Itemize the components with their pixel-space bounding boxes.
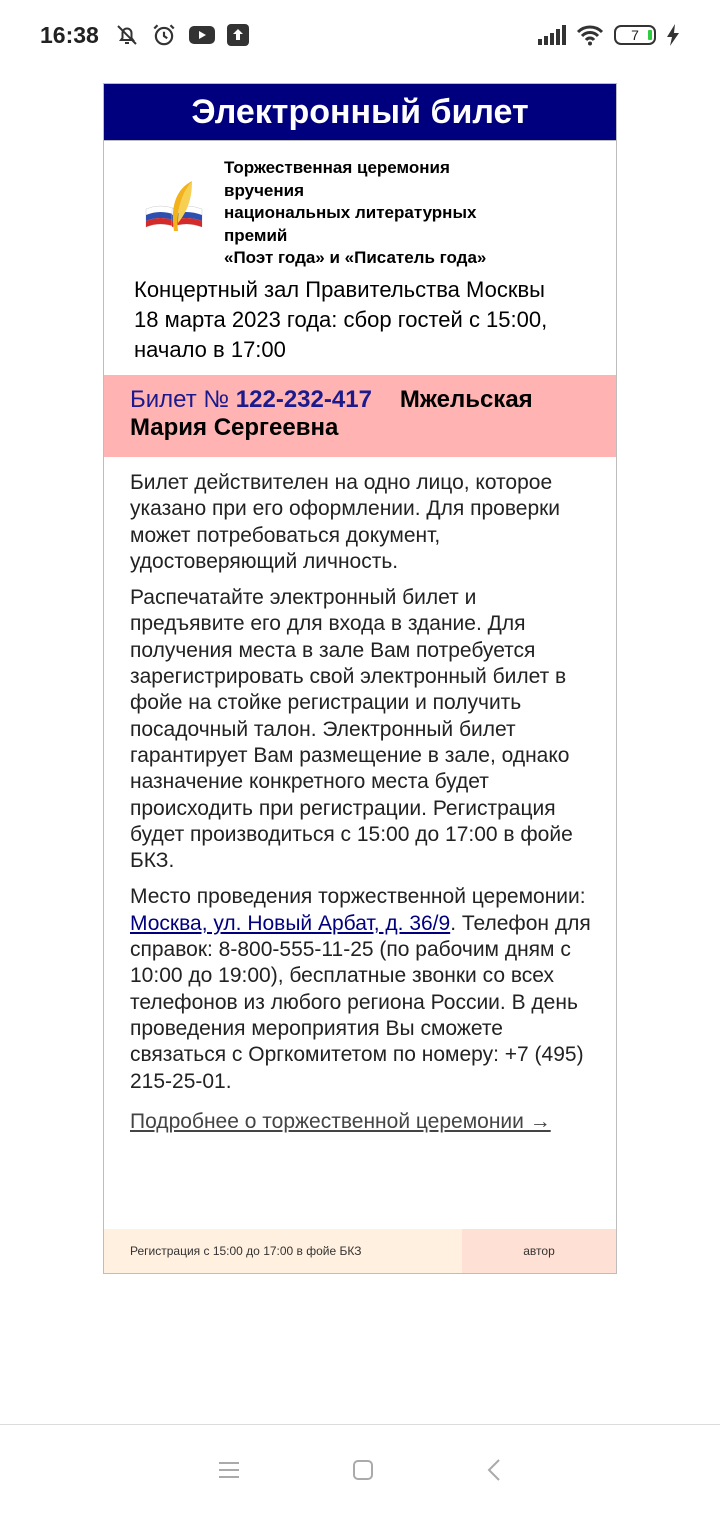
signal-icon [538, 25, 566, 45]
instructions-paragraph: Распечатайте электронный билет и предъявите его для входа в здание. Для получения места в зале Вам потребуется зарегистрировать свой электронный билет в фойе на стойке регистрации и получить посадочный талон. Электронный билет гарантирует Вам размещение в зале, однако назначение конкретного места будет происходить при регистрации. Регистрация будет производиться с 15:00 до 17:00 в фойе БКЗ. [130, 586, 573, 873]
ticket-header: Электронный билет [104, 84, 616, 141]
battery-icon [614, 25, 656, 45]
home-icon[interactable] [351, 1458, 375, 1487]
location-paragraph [130, 884, 596, 1094]
footer-author-link[interactable]: автор [462, 1229, 616, 1273]
system-nav-bar [0, 1424, 720, 1520]
address-link[interactable]: Москва, ул. Новый Арбат, д. 36/9 [130, 911, 451, 935]
upload-icon [227, 24, 249, 46]
award-logo-icon [142, 179, 210, 243]
location-prefix: Место проведения торжественной церемонии: [130, 885, 586, 909]
wifi-icon [576, 24, 604, 46]
more-info-link[interactable]: Подробнее о торжественной церемонии → [130, 1109, 551, 1133]
holder-name: Мжельская Мария Сергеевна [130, 386, 533, 441]
venue-details [134, 275, 614, 365]
back-icon[interactable] [485, 1458, 503, 1487]
venue-name: Концертный зал Правительства Москвы [134, 277, 545, 302]
ticket-footer [104, 1229, 616, 1273]
status-bar-left [40, 22, 249, 49]
status-bar [0, 0, 720, 70]
footer-registration-note: Регистрация с 15:00 до 17:00 в фойе БКЗ [104, 1229, 462, 1273]
menu-icon[interactable] [217, 1460, 241, 1485]
status-time: 16:38 [40, 21, 99, 48]
ticket-number-label: Билет № [130, 386, 230, 413]
mute-bell-icon [115, 23, 139, 47]
charging-icon [666, 24, 680, 46]
battery-level: 7 [631, 27, 639, 43]
youtube-icon [189, 25, 215, 45]
ticket-number: 122-232-417 [235, 386, 372, 413]
event-date: 18 марта 2023 года: сбор гостей с 15:00, начало в 17:00 [134, 307, 548, 362]
event-info [104, 141, 616, 362]
ticket-holder-block [104, 375, 616, 457]
location-suffix: . Телефон для справок: 8-800-555-11-25 (по рабочим дням с 10:00 до 19:00), бесплатные звонки со всех телефонов из любого региона России. В день проведения мероприятия Вы сможете связаться с Оргкомитетом по номеру: +7 (495) 215-25-01. [130, 911, 591, 1093]
validity-paragraph: Билет действителен на одно лицо, которое указано при его оформлении. Для проверки может потребоваться документ, удостоверяющий личность. [130, 471, 561, 573]
ticket-terms [130, 470, 596, 1135]
battery-fill [648, 30, 652, 40]
status-bar-right [538, 24, 680, 46]
alarm-icon [151, 22, 177, 48]
ticket-card [103, 83, 617, 1274]
event-title: Торжественная церемония вручения национальных литературных премий «Поэт года» и «Писатель года» [224, 158, 487, 268]
